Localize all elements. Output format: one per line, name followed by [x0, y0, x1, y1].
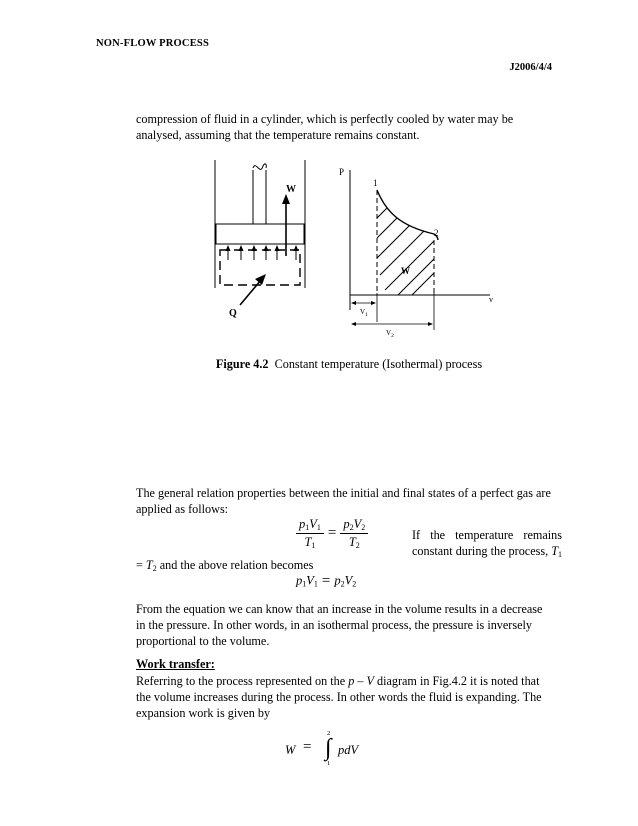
- integrand: pdV: [338, 743, 359, 757]
- conclusion-line-3: proportional to the volume.: [136, 634, 270, 648]
- work-transfer-paragraph: [136, 673, 562, 721]
- conclusion-line-2: in the pressure. In other words, in an isothermal process, the pressure is inversely: [136, 618, 532, 632]
- piston: [216, 224, 304, 244]
- fraction-right: $\frac{p_2V_2}{T_2}$: [340, 517, 368, 550]
- general-relation-paragraph: [136, 485, 562, 517]
- isothermal-curve: [377, 190, 438, 240]
- conclusion-line-1: From the equation we can know that an increase in the volume results in a decrease: [136, 602, 543, 616]
- state-2-label: 2: [434, 228, 439, 238]
- work-line-3: expansion work is given by: [136, 706, 271, 720]
- area-w-label: W: [401, 266, 410, 276]
- equals-sign: =: [303, 739, 312, 755]
- intro-line-2: analysed, assuming that the temperature remains constant.: [136, 128, 420, 142]
- heat-arrow: [240, 280, 261, 305]
- page-number: J2006/4/4: [509, 62, 552, 73]
- general-line-2: applied as follows:: [136, 502, 229, 516]
- general-line-1: The general relation properties between the initial and final states of a perfect gas are: [136, 486, 551, 500]
- figure-caption: [136, 357, 562, 372]
- piston-rod-break: [253, 164, 266, 170]
- upper-limit: 2: [327, 730, 331, 737]
- state-1-label: 1: [373, 178, 378, 188]
- v-axis-label: v: [489, 295, 493, 304]
- work-arrow-head: [282, 194, 290, 204]
- v1-arrow-right: [371, 301, 376, 305]
- equals-sign: =: [327, 525, 337, 541]
- caption-label: Figure 4.2: [215, 357, 269, 371]
- lower-limit: 1: [327, 760, 331, 767]
- side-note-line-2: constant during the process, $T_1$: [412, 544, 563, 559]
- intro-line-1: compression of fluid in a cylinder, which is perfectly cooled by water may be: [136, 112, 514, 126]
- side-note: [412, 527, 562, 563]
- equation-state-relation: [296, 517, 368, 550]
- work-line-1: Referring to the process represented on the p – V diagram in Fig.4.2 it is noted that: [136, 674, 540, 688]
- fraction-left: $\frac{p_1V_1}{T_1}$: [296, 517, 324, 550]
- header-title: NON-FLOW PROCESS: [96, 38, 209, 49]
- v2-arrow-left: [351, 322, 356, 326]
- side-note-line-1: If the temperature remains: [412, 528, 562, 542]
- work-area-hatch: [360, 195, 452, 295]
- integral-sign: ∫: [325, 735, 332, 761]
- figure-isothermal-process: [200, 155, 510, 345]
- work-symbol: W: [285, 743, 296, 757]
- heat-arrow-head: [255, 274, 266, 285]
- v2-arrow-right: [428, 322, 433, 326]
- pressure-arrows: [226, 245, 299, 260]
- p-axis-label: P: [339, 167, 345, 177]
- conclusion-paragraph: [136, 601, 562, 649]
- cylinder-q-label: Q: [229, 308, 237, 319]
- equation-isothermal: $p_1V_1 = p_2V_2$: [296, 573, 357, 589]
- caption-text: Constant temperature (Isothermal) process: [274, 357, 483, 371]
- becomes-line: = $T_2$ and the above relation becomes: [136, 558, 314, 573]
- v1-label: $V_1$: [360, 308, 368, 318]
- work-transfer-heading: Work transfer:: [136, 657, 215, 671]
- v1-arrow-left: [351, 301, 356, 305]
- intro-paragraph: [136, 111, 562, 143]
- cylinder-w-label: W: [286, 184, 296, 195]
- v2-label: $V_2$: [386, 329, 394, 339]
- equation-work-integral: [285, 730, 405, 770]
- work-line-2: the volume increases during the process. In other words the fluid is expanding. The: [136, 690, 542, 704]
